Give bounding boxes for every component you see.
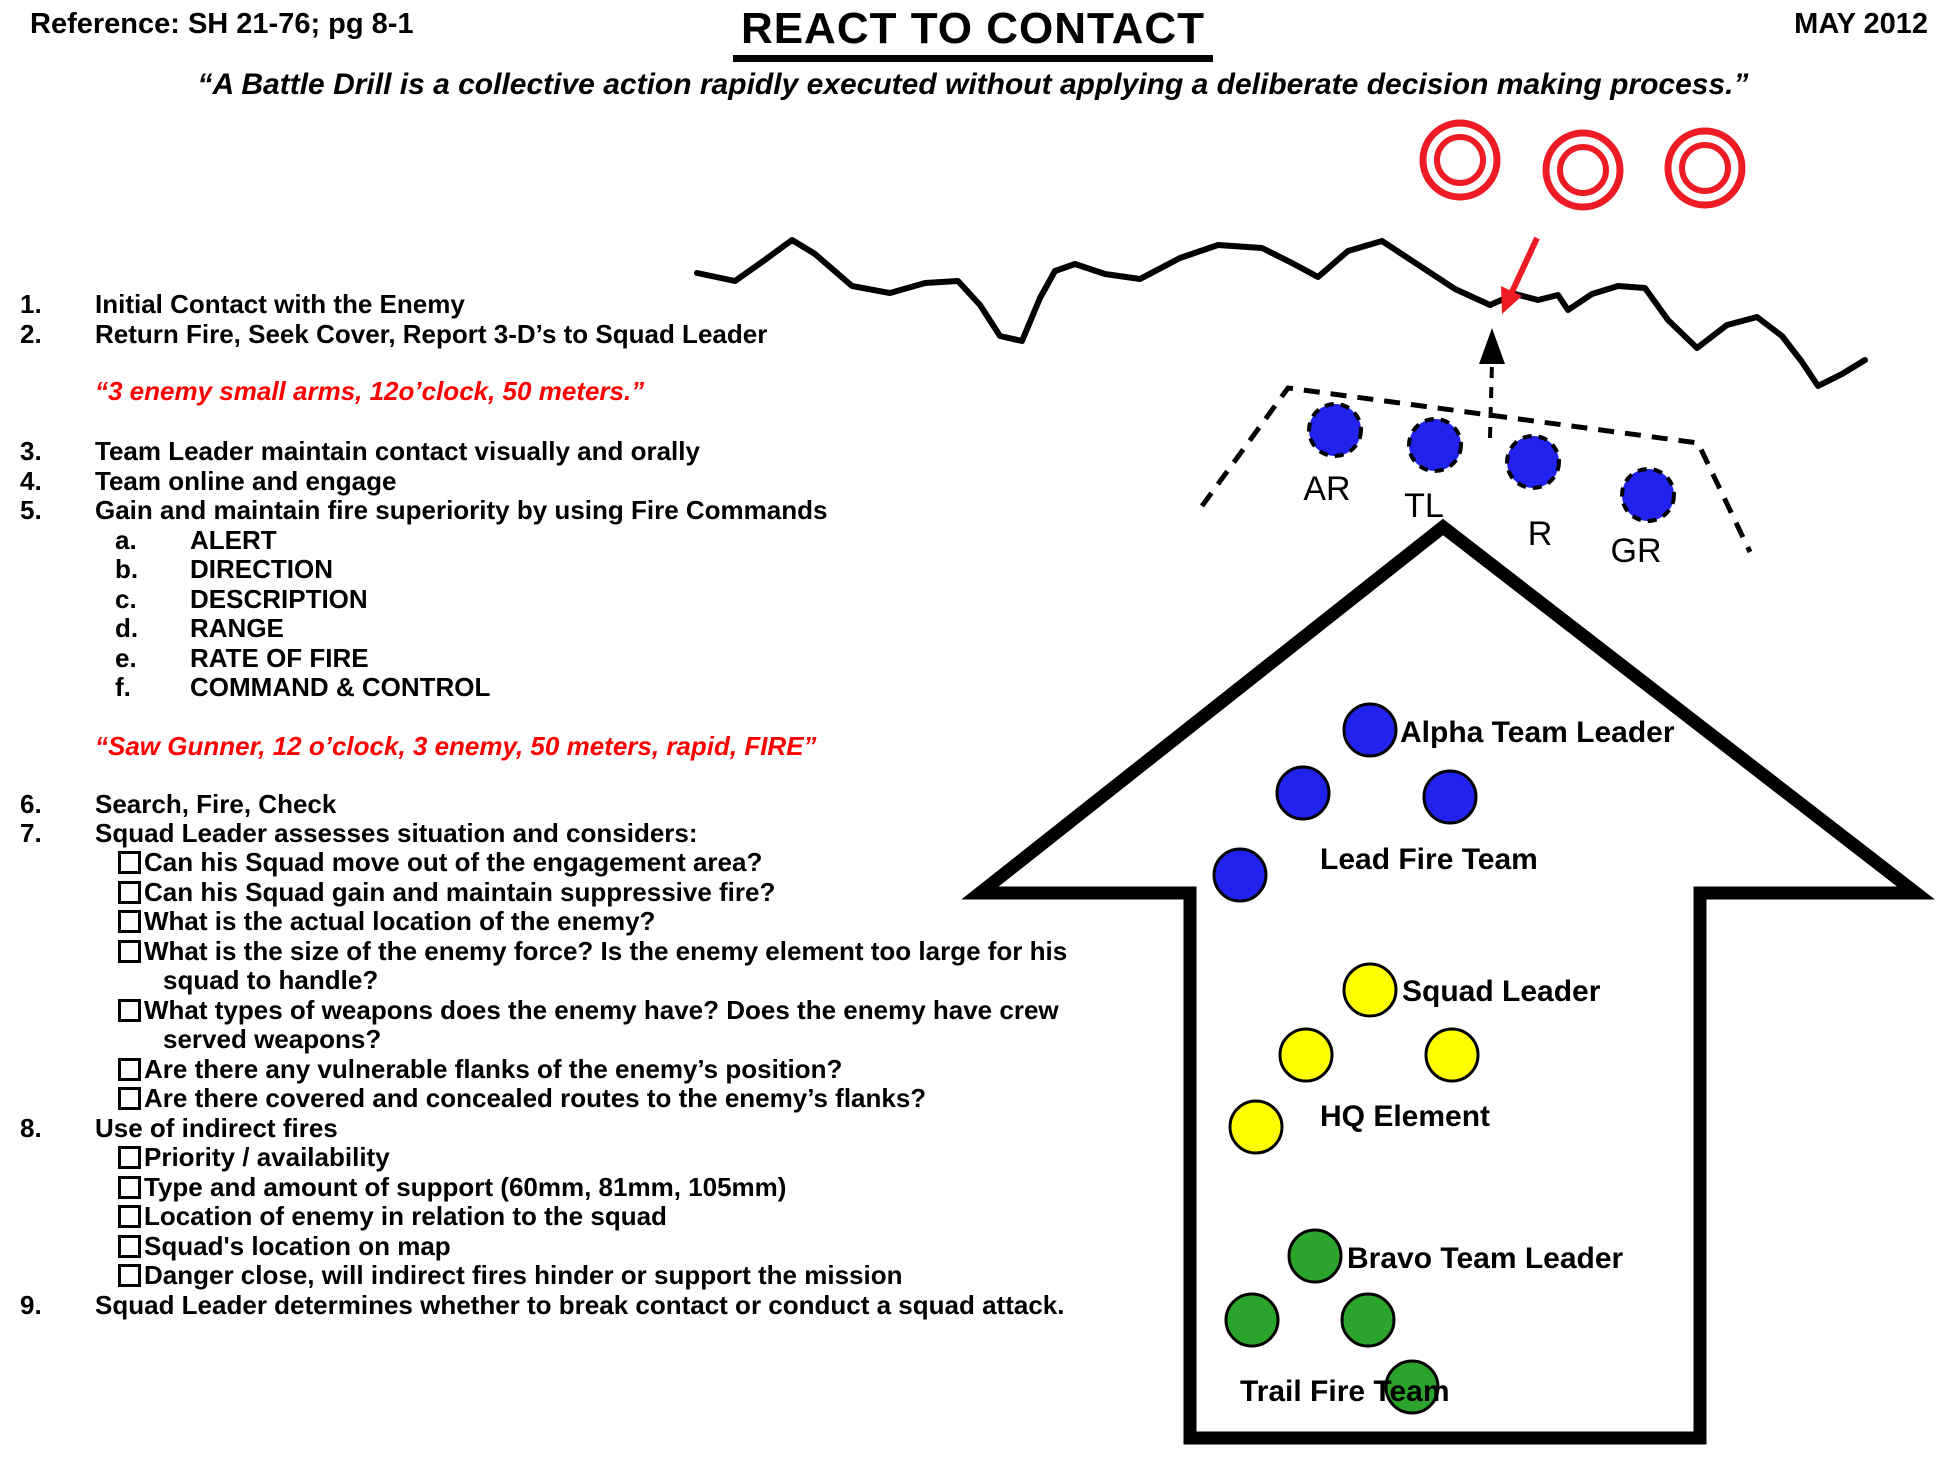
- trail-fire-team-marker: [1226, 1294, 1278, 1346]
- alpha-team-leader-label: Alpha Team Leader: [1400, 716, 1675, 749]
- subtitle-quote: “A Battle Drill is a collective action rapidly executed without applying a deliberate decision making process.”: [197, 68, 1749, 101]
- page-title: REACT TO CONTACT: [733, 4, 1213, 62]
- grenadier-marker: [1622, 469, 1674, 521]
- enemy-position-icon: [1546, 133, 1620, 207]
- lead-fire-team-marker: [1424, 771, 1476, 823]
- squad-leader-marker: [1344, 964, 1396, 1016]
- alpha-team-leader-marker: [1344, 704, 1396, 756]
- slide: Reference: SH 21-76; pg 8-1 MAY 2012 REACT TO CONTACT “A Battle Drill is a collective action rapidly executed without applying a deliberate decision making process.” 1. Initial Contact with the Enemy 2. Return Fire, Seek Cover, Report 3-D’s to Squad Leader “3 enemy small arms, 12o’clock, 50 meters.” 3. Team Leader maintain contact visually and orally 4. Team online and engage 5. Gain and maintain fire superiority by using Fire Commands a. ALERT b. DIRECTION c. DESCRIPTION d. RANGE e. RATE OF FIRE f. COMMAND & CONTROL “Saw Gunner, 12 o’clock, 3 enemy, 50 meters, rapid, FIRE” 6. Search, Fire, Check 7. Squad Leader assesses situation and considers: Can his Squad move out of the engagement area? Can his Squad gain and maintain suppressive fire? What is the actual location of the enemy? What is the size of the enemy force? Is the enemy element too large for his squad to handle? What types of weapons does the enemy have? Does the enemy have crew served weapons? Are there any vulnerable flanks of the enemy’s position? Are there covered and concealed routes to the enemy’s flanks? 8. Use of indirect fires Priority / availability Type and amount of support (60mm, 81mm, 105mm) Location of enemy in relation to the squad Squad's location on map Danger close, will indirect fires hinder or support the mission 9. Squad Leader determines whether to break contact or conduct a squad attack. AR TL R GR Alpha Team Leader Lead Fire Team Squad Leader HQ Element Bravo Team Leader Trail Fire Team: [0, 0, 1946, 1460]
- rifleman-marker: [1507, 436, 1559, 488]
- gr-label: GR: [1610, 532, 1662, 570]
- hq-element-marker: [1230, 1101, 1282, 1153]
- fire-team-dashed-line: [1202, 388, 1750, 552]
- hq-element-marker: [1426, 1029, 1478, 1081]
- hq-element-label: HQ Element: [1320, 1100, 1491, 1133]
- terrain-ridgeline: [697, 240, 1865, 386]
- lead-fire-team-marker: [1214, 849, 1266, 901]
- enemy-position-icon: [1668, 131, 1742, 205]
- lead-fire-team-label: Lead Fire Team: [1320, 843, 1538, 876]
- incoming-fire-arrow: [1501, 238, 1537, 314]
- bravo-team-leader-marker: [1289, 1230, 1341, 1282]
- r-label: R: [1527, 515, 1553, 553]
- hq-element-marker: [1280, 1029, 1332, 1081]
- trail-fire-team-marker: [1342, 1294, 1394, 1346]
- ar-label: AR: [1303, 470, 1351, 508]
- date-text: MAY 2012: [1794, 8, 1928, 40]
- auto-rifleman-marker: [1309, 404, 1361, 456]
- trail-fire-team-label: Trail Fire Team: [1240, 1375, 1450, 1408]
- tl-label: TL: [1404, 487, 1444, 525]
- squad-leader-label: Squad Leader: [1402, 975, 1601, 1008]
- team-leader-marker: [1409, 419, 1461, 471]
- enemy-position-icon: [1423, 123, 1497, 197]
- reference-text: Reference: SH 21-76; pg 8-1: [30, 8, 414, 40]
- lead-fire-team-marker: [1277, 767, 1329, 819]
- direction-of-attack-arrow: [1479, 328, 1505, 438]
- bravo-team-leader-label: Bravo Team Leader: [1347, 1242, 1624, 1275]
